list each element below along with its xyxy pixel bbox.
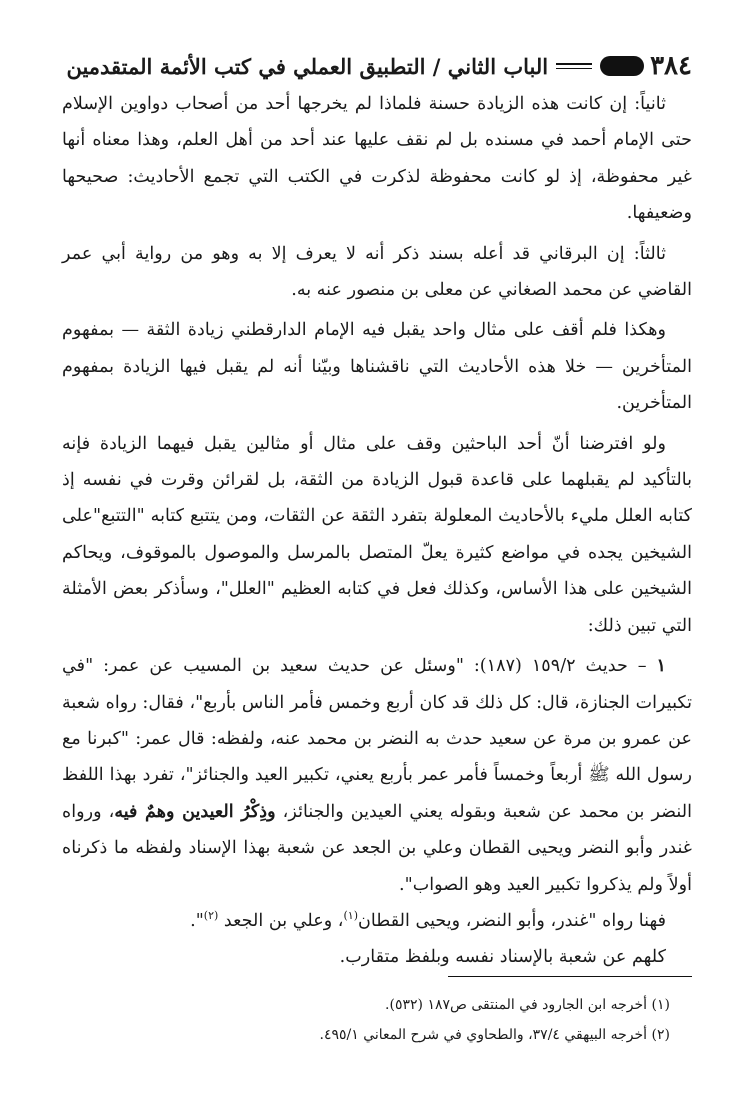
paragraph-conclusion: وهكذا فلم أقف على مثال واحد يقبل فيه الإمام الدارقطني زيادة الثقة — بمفهوم المتأخرين — خلا هذه الأحاديث التي ناقشناها وبيّنا أنه لم يقبل فيها الزيادة بمفهوم المتأخرين. — [62, 320, 692, 414]
footnote-1: (١) أخرجه ابن الجارود في المنتقى ص١٨٧ (٥٣٢). — [385, 997, 670, 1013]
footnote-separator — [448, 976, 692, 977]
example-number: ١ — [656, 655, 666, 677]
paragraph-example-1 — [62, 648, 692, 903]
paragraph-narrators — [62, 903, 692, 939]
main-text — [62, 86, 692, 976]
narrators-text-c: ". — [190, 910, 204, 931]
paragraph-all-from-shuba: كلهم عن شعبة بالإسناد نفسه وبلفظ متقارب. — [339, 947, 666, 968]
example-bold-phrase: وذِكْرُ العيدين وهمٌ فيه — [114, 800, 276, 822]
narrators-text-a: فهنا رواه "غندر، وأبو النضر، ويحيى القطان — [357, 910, 666, 931]
paragraph-secondly: ثانياً: إن كانت هذه الزيادة حسنة فلماذا لم يخرجها أحد من أصحاب دواوين الإسلام حتى الإمام أحمد في مسنده بل لم نقف عليها عند أحد من أهل العلم، وهذا معناه أنها غير محفوظة، إذ لو كانت محفوظة لذكرت في الكتب التي تجمع الأحاديث: صحيحها وضعيفها. — [62, 94, 692, 224]
paragraph-hypothesis: ولو افترضنا أنّ أحد الباحثين وقف على مثال أو مثالين يقبل فيهما الزيادة فإنه بالتأكيد لم يقبلهما على قاعدة قبول الزيادة من الثقة، بل لقرائن وقرت في نفسه إذ كتابه العلل مليء بالأحاديث المعلولة بتفرد الثقة عن الثقات، ومن يتتبع كتابه "التتبع"على الشيخين يجده في مواضع كثيرة يعلّ المتصل بالمرسل والموصول بالموقوف، ويحاكم الشيخين على هذا الأساس، وكذلك فعل في كتابه العظيم "العلل"، وسأذكر بعض الأمثلة التي تبين ذلك: — [62, 433, 692, 636]
paragraph-thirdly: ثالثاً: إن البرقاني قد أعله بسند ذكر أنه لا يعرف إلا به وهو من رواية أبي عمر القاضي عن محمد الصغاني عن معلى بن منصور عنه به. — [62, 243, 692, 301]
page-number: ٣٨٤ — [650, 51, 692, 81]
example-text: – حديث ١٥٩/٢ (١٨٧): "وسئل عن حديث سعيد بن المسيب عن عمر: "في تكبيرات الجنازة، قال: كل ذلك قد كان أربع وخمس فأمر الناس بأربع"، فقال: رواه شعبة عن عمرو بن مرة عن سعيد حدث به النضر بن محمد عنه، ولفظه: قال عمر: "كبرنا مع رسول الله ﷺ أربعاً وخمساً فأمر عمر بأربع يعني، تكبير العيد والجنائز"، تفرد بهذا اللفظ النضر بن محمد عن شعبة وبقوله يعني العيدين والجنائز، — [62, 656, 692, 822]
footnote-2: (٢) أخرجه البيهقي ٣٧/٤، والطحاوي في شرح المعاني ٤٩٥/١. — [319, 1027, 670, 1043]
example-tail: ، ورواه غندر وأبو النضر ويحيى القطان وعلي بن الجعد عن شعبة بهذا الإسناد ولفظه ما ذكرناه أولاً ولم يذكروا تكبير العيد وهو الصواب". — [62, 801, 692, 895]
running-title: الباب الثاني / التطبيق العملي في كتب الأئمة المتقدمين — [66, 53, 549, 79]
header-ornament — [600, 56, 644, 76]
narrators-text-b: ، وعلي بن الجعد — [218, 910, 344, 931]
running-header — [62, 44, 692, 88]
footnote-ref-2[interactable]: (٢) — [203, 909, 219, 923]
footnotes — [62, 990, 692, 1050]
footnote-ref-1[interactable]: (١) — [343, 909, 358, 923]
header-rule-short — [556, 63, 592, 69]
